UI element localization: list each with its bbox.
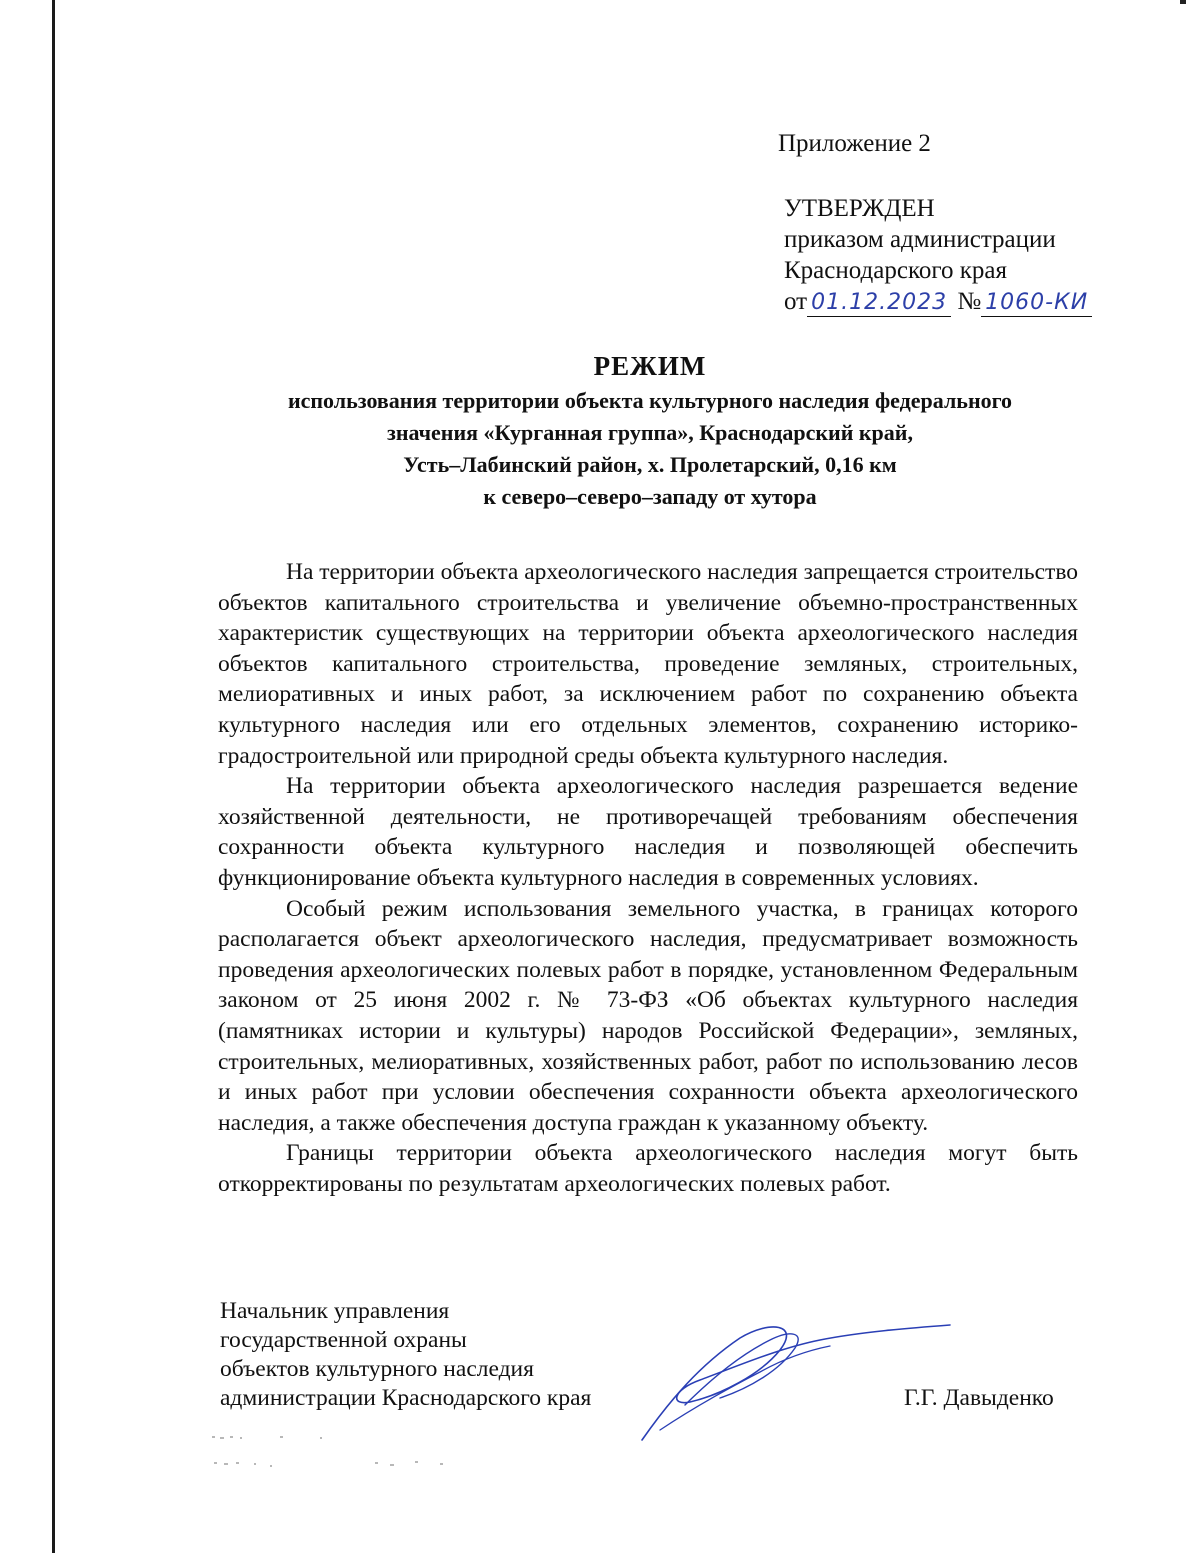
- title-main: РЕЖИМ: [593, 351, 707, 381]
- document-title: [200, 348, 1100, 512]
- appendix-label: Приложение 2: [778, 130, 931, 157]
- approval-block: [784, 193, 1092, 317]
- scan-artifact: [210, 1432, 470, 1482]
- signatory-line-2: государственной охраны: [220, 1327, 467, 1353]
- signatory-position: [220, 1297, 591, 1413]
- order-date-line: [784, 286, 1092, 317]
- date-prefix: от: [784, 288, 808, 315]
- paragraph-boundaries: Границы территории объекта археологического наследия могут быть откорректированы по результатам археологических полевых работ.: [218, 1140, 1078, 1197]
- title-line-3: Усть–Лабинский район, х. Пролетарский, 0,16 км: [403, 452, 897, 477]
- scan-border-left: [52, 0, 55, 1553]
- signatory-name: Г.Г. Давыденко: [904, 1385, 1054, 1411]
- paragraph-special-regime: Особый режим использования земельного участка, в границах которого располагается объект археологического наследия, предусматривает возможность проведения археологических полевых работ в порядке, установленном Федеральным законом от 25 июня 2002 г. № 73-ФЗ «Об объектах культурного наследия (памятниках истории и культуры) народов Российской Федерации», земляных, строительных, мелиоративных, хозяйственных работ, работ по использованию лесов и иных работ при условии обеспечения сохранности объекта археологического наследия, а также обеспечения доступа граждан к указанному объекту.: [218, 895, 1078, 1136]
- title-line-4: к северо–северо–западу от хутора: [483, 484, 817, 509]
- paragraph-permitted-activity: На территории объекта археологического наследия разрешается ведение хозяйственной деятельности, не противоречащей требованиям обеспечения сохранности объекта культурного наследия и позволяющей обеспечить функционирование объекта культурного наследия в современных условиях.: [218, 773, 1078, 891]
- signatory-line-4: администрации Краснодарского края: [220, 1385, 592, 1411]
- title-line-1: использования территории объекта культурного наследия федерального: [287, 388, 1013, 413]
- title-line-2: значения «Курганная группа», Краснодарский край,: [387, 420, 913, 445]
- paragraph-prohibitions: На территории объекта археологического наследия запрещается строительство объектов капитального строительства и увеличение объемно-пространственных характеристик существующих на территории объекта археологического наследия объектов капитального строительства, проведение земляных, строительных, мелиоративных и иных работ, за исключением работ по сохранению объекта культурного наследия или его отдельных элементов, сохранению историко-градостроительной или природной среды объекта культурного наследия.: [218, 559, 1078, 769]
- approved-line-2: Краснодарского края: [784, 257, 1007, 284]
- signatory-line-3: объектов культурного наследия: [220, 1356, 534, 1382]
- signatory-line-1: Начальник управления: [220, 1298, 450, 1324]
- number-prefix: №: [957, 288, 982, 315]
- approved-line-1: приказом администрации: [784, 226, 1056, 253]
- approved-label: УТВЕРЖДЕН: [784, 195, 935, 222]
- scan-mark: [1180, 0, 1186, 4]
- document-body: [218, 557, 1078, 1199]
- handwritten-number: 1060-КИ: [981, 290, 1092, 317]
- handwritten-date: 01.12.2023: [807, 290, 951, 317]
- handwritten-signature: [630, 1310, 960, 1450]
